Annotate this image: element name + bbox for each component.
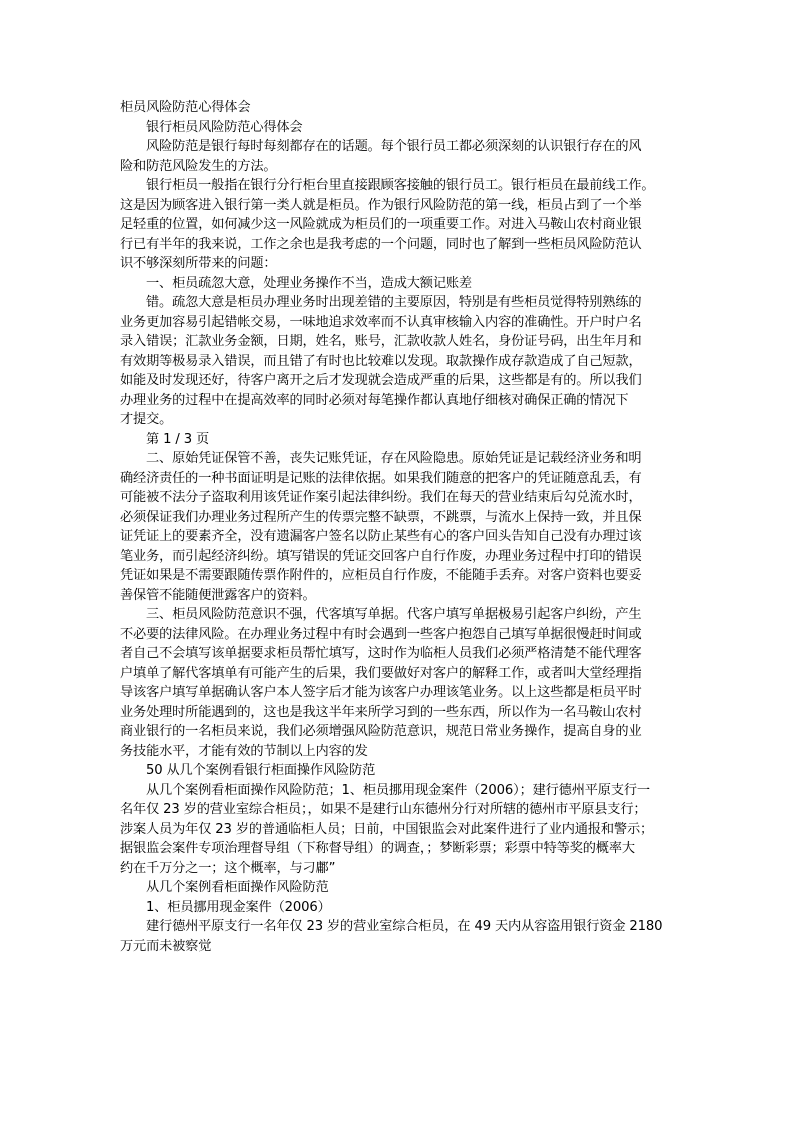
text-line: 涉案人员为年仅 23 岁的普通临柜人员；日前，中国银监会对此案件进行了业内通报和警示； (120, 821, 654, 837)
text-line: 银行柜员风险防范心得体会 (146, 119, 303, 135)
text-line: 如能及时发现还好，待客户离开之后才发现就会造成严重的后果，这些都是有的。所以我们 (120, 373, 642, 388)
text-line: 商业银行的一名柜员来说，我们必须增强风险防范意识，规范日常业务操作，提高自身的业 (120, 724, 642, 739)
text-line: 约在千万分之一；这个概率，与刁鄘” (120, 860, 336, 876)
text-line: 业务更加容易引起错帐交易，一味地追求效率而不认真审核输入内容的准确性。开户时户名 (120, 314, 642, 330)
text-line: 险和防范风险发生的方法。 (120, 158, 277, 174)
text-line: 万元而未被察觉 (120, 938, 212, 954)
text-line: 50 从几个案例看银行柜面操作风险防范 (146, 763, 376, 778)
text-line: 录入错误；汇款业务金额，日期，姓名，账号，汇款收款人姓名，身份证号码，出生年月和 (120, 334, 642, 349)
text-line: 据银监会案件专项治理督导组（下称督导组）的调查，；梦断彩票；彩票中特等奖的概率大 (120, 841, 635, 856)
text-line: 错。疏忽大意是柜员办理业务时出现差错的主要原因，特别是有些柜员觉得特别熟练的 (146, 295, 642, 310)
text-line: 确经济责任的一种书面证明是记账的法律依据。如果我们随意的把客户的凭证随意乱丢，有 (120, 470, 642, 486)
text-line: 必须保证我们办理业务过程所产生的传票完整不缺票，不跳票，与流水上保持一致，并且保 (120, 509, 642, 525)
text-line: 务技能水平，才能有效的节制以上内容的发 (120, 743, 368, 759)
text-line: 可能被不法分子盗取利用该凭证作案引起法律纠纷。我们在每天的营业结束后勾兑流水时， (120, 490, 642, 505)
text-line: 者自己不会填写该单据要求柜员帮忙填写，这时作为临柜人员我们必须严格清楚不能代理客 (120, 646, 642, 661)
text-line: 银行柜员一般指在银行分行柜台里直接跟顾客接触的银行员工。银行柜员在最前线工作。 (146, 178, 655, 193)
text-line: 一、柜员疏忽大意，处理业务操作不当，造成大额记账差 (146, 275, 472, 291)
text-line: 建行德州平原支行一名年仅 23 岁的营业室综合柜员，在 49 天内从容盗用银行资金 2180 (146, 919, 663, 934)
text-line: 办理业务的过程中在提高效率的同时必须对每笔操作都认真地仔细核对确保正确的情况下 (120, 392, 629, 408)
text-line: 证凭证上的要素齐全，没有遗漏客户签名以防止某些有心的客户回头告知自己没有办理过该 (120, 529, 642, 544)
text-line: 1、柜员挪用现金案件（2006） (146, 899, 331, 915)
document-page (120, 98, 684, 956)
text-line: 凭证如果是不需要跟随传票作附件的，应柜员自行作废，不能随手丢弃。对客户资料也要妥 (120, 568, 642, 583)
text-line: 从几个案例看柜面操作风险防范；1、柜员挪用现金案件（2006）；建行德州平原支行一 (146, 782, 650, 798)
text-line: 善保管不能随便泄露客户的资料。 (120, 587, 316, 603)
text-line: 才提交。 (120, 412, 173, 427)
text-line: 从几个案例看柜面操作风险防范 (146, 880, 329, 895)
text-line: 足轻重的位置，如何减少这一风险就成为柜员们的一项重要工作。对进入马鞍山农村商业银 (120, 217, 642, 232)
text-line: 导该客户填写单据确认客户本人签字后才能为该客户办理该笔业务。以上这些都是柜员平时 (120, 685, 642, 700)
text-line: 户填单了解代客填单有可能产生的后果，我们要做好对客户的解释工作，或者叫大堂经理指 (120, 665, 642, 681)
text-line: 第 1 / 3 页 (146, 431, 210, 447)
text-line: 三、柜员风险防范意识不强，代客填写单据。代客户填写单据极易引起客户纠纷，产生 (146, 607, 642, 622)
text-line: 风险防范是银行每时每刻都存在的话题。每个银行员工都必须深刻的认识银行存在的风 (146, 139, 642, 154)
text-line: 柜员风险防范心得体会 (120, 100, 251, 115)
text-line: 这是因为顾客进入银行第一类人就是柜员。作为银行风险防范的第一线，柜员占到了一个举 (120, 197, 642, 213)
text-line: 二、原始凭证保管不善，丧失记账凭证，存在风险隐患。原始凭证是记载经济业务和明 (146, 451, 642, 466)
text-line: 业务处理时所能遇到的，这也是我这半年来所学习到的一些东西，所以作为一名马鞍山农村 (120, 704, 642, 720)
text-line: 不必要的法律风险。在办理业务过程中有时会遇到一些客户抱怨自己填写单据很慢赶时间或 (120, 626, 642, 642)
text-line: 行已有半年的我来说，工作之余也是我考虑的一个问题，同时也了解到一些柜员风险防范认 (120, 236, 642, 252)
text-line: 有效期等极易录入错误，而且错了有时也比较难以发现。取款操作成存款造成了自己短款， (120, 353, 642, 369)
text-line: 笔业务，而引起经济纠纷。填写错误的凭证交回客户自行作废，办理业务过程中打印的错误 (120, 548, 642, 564)
text-line: 名年仅 23 岁的营业室综合柜员；，如果不是建行山东德州分行对所辖的德州市平原县支行； (120, 802, 647, 817)
text-line: 识不够深刻所带来的问题： (120, 256, 277, 271)
